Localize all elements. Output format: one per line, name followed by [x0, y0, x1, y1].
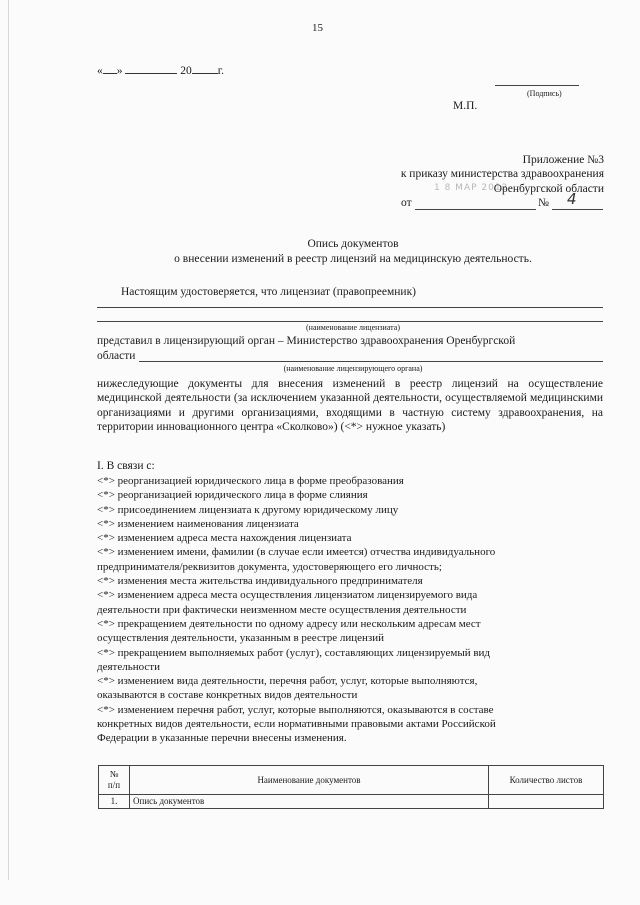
doc-heading-2: о внесении изменений в реестр лицензий на медицинскую деятельность. — [174, 253, 532, 265]
cell-name: Опись документов — [130, 795, 489, 809]
handwritten-number: 4 — [567, 190, 577, 208]
licensee-line-1 — [97, 307, 603, 308]
cell-sheets — [489, 795, 604, 809]
header-sheets: Количество листов — [489, 766, 604, 795]
list-item: <*> изменением наименования лицензиата — [97, 517, 299, 530]
list-item: <*> прекращением выполняемых работ (услуг), составляющих лицензируемый вид — [97, 646, 491, 659]
list-item: <*> изменением имени, фамилии (в случае если имеется) отчества индивидуального — [97, 546, 496, 559]
list-item: оказываются в составе конкретных видов деятельности — [97, 689, 358, 702]
intro-text: Настоящим удостоверяется, что лицензиат (правопреемник) — [121, 286, 416, 298]
list-item: <*> реорганизацией юридического лица в форме преобразования — [97, 475, 404, 487]
list-item: <*> присоединением лицензиата к другому юридическому лицу — [97, 503, 399, 516]
list-item: <*> изменением перечня работ, услуг, которые выполняются, оказываются в составе — [97, 703, 494, 716]
scan-edge — [8, 0, 9, 880]
signature-caption: (Подпись) — [527, 89, 562, 98]
list-item: деятельности при фактически неизменном месте осуществления деятельности — [97, 603, 467, 616]
list-item: <*> изменением вида деятельности, перечня работ, услуг, которые выполняются, — [97, 675, 478, 688]
table-row — [99, 795, 604, 809]
list-item: <*> изменением адреса места осуществления лицензиатом лицензируемого вида — [97, 589, 478, 602]
documents-table — [98, 765, 604, 809]
header-number: № п/п — [99, 766, 130, 795]
licensee-line-2 — [97, 321, 603, 322]
list-item: осуществления деятельности, указанным в реестре лицензий — [97, 632, 385, 645]
appendix-region: Оренбургской области — [493, 183, 604, 195]
list-item: Федерации в указанные перечни внесены изменения. — [97, 732, 347, 745]
authority-caption: (наименование лицензирующего органа) — [283, 364, 423, 373]
cell-number: 1. — [99, 795, 130, 809]
main-paragraph: нижеследующие документы для внесения изменений в реестр лицензий на осуществление медицинской деятельности (за исключением указанной деятельности, осуществляемой медицинскими организациями и другими организациями, входящими в частную систему здравоохранения, на территории инновационного центра «Сколково») (<*> нужное указать) — [97, 378, 603, 434]
list-item: предпринимателя/реквизитов документа, удостоверяющего его личность; — [97, 560, 442, 573]
page-number: 15 — [312, 22, 323, 34]
doc-heading-1: Опись документов — [307, 238, 399, 250]
list-item: <*> изменения места жительства индивидуального предпринимателя — [97, 575, 423, 588]
seal-label: М.П. — [453, 100, 478, 112]
list-item: <*> прекращением деятельности по одному адресу или нескольким адресам мест — [97, 617, 481, 630]
list-item: деятельности — [97, 660, 160, 673]
section-title: I. В связи с: — [97, 460, 155, 472]
appendix-order: к приказу министерства здравоохранения — [400, 168, 604, 180]
appendix-number-label: № — [538, 197, 549, 209]
reasons-list — [97, 474, 607, 746]
date-line: « » 20 г. — [97, 65, 225, 77]
date-stamp: 1 8 МАР 2012 — [434, 183, 509, 193]
signature-line — [495, 85, 579, 86]
presented-line: представил в лицензирующий орган – Министерство здравоохранения Оренбургской — [97, 335, 516, 347]
header-name: Наименование документов — [130, 766, 489, 795]
licensee-caption: (наименование лицензиата) — [306, 323, 400, 332]
list-item: конкретных видов деятельности, если нормативными правовыми актами Российской — [97, 718, 496, 731]
table-header-row — [99, 766, 604, 795]
appendix-date-line — [415, 209, 536, 210]
list-item: <*> изменением адреса места нахождения лицензиата — [97, 532, 352, 545]
appendix-title: Приложение №3 — [522, 154, 604, 166]
appendix-from-label: от — [401, 197, 412, 209]
region-label: области — [97, 350, 136, 362]
authority-line — [139, 361, 603, 362]
appendix-number-line — [552, 209, 603, 210]
list-item: <*> реорганизацией юридического лица в форме слияния — [97, 489, 368, 502]
